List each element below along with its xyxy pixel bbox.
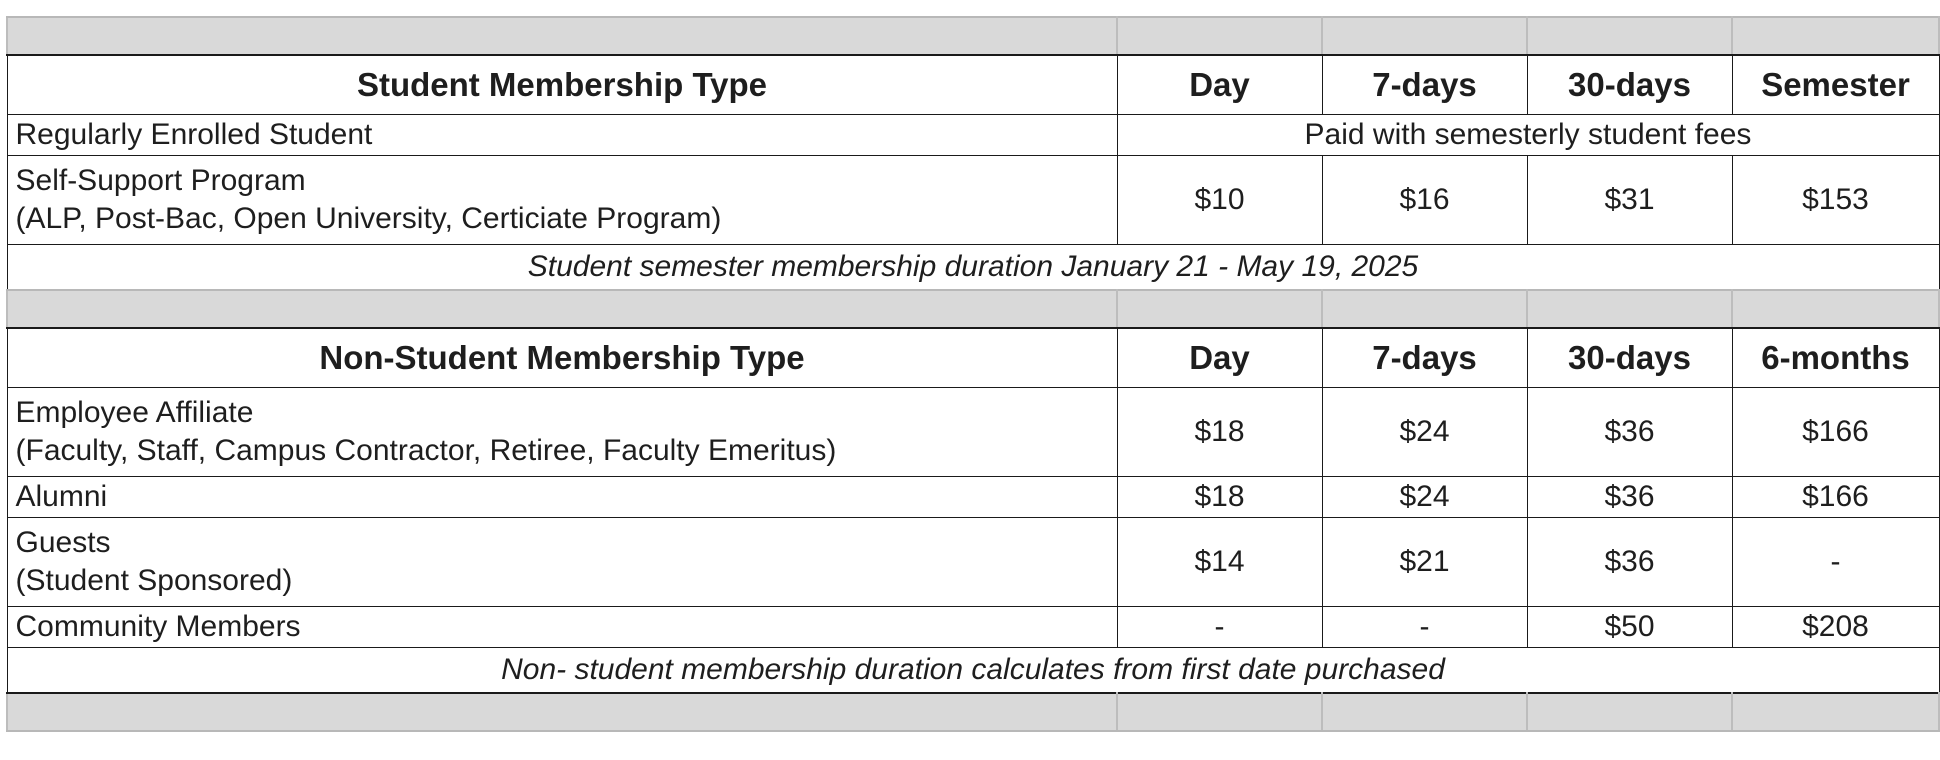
student-duration-note: Student semester membership duration January 21 - May 19, 2025	[7, 245, 1939, 291]
row-label-main: Guests	[15, 526, 111, 559]
col-header-7-days: 7-days	[1322, 55, 1527, 115]
non-student-duration-note: Non- student membership duration calculates from first date purchased	[7, 648, 1939, 694]
spacer-band	[7, 290, 1939, 328]
price-cell: $36	[1527, 388, 1732, 477]
col-header-day: Day	[1117, 55, 1322, 115]
col-header-day: Day	[1117, 328, 1322, 388]
table-row	[7, 115, 1939, 156]
price-cell: $36	[1527, 518, 1732, 607]
row-label-main: Employee Affiliate	[15, 396, 254, 429]
price-cell: -	[1732, 518, 1939, 607]
price-cell: $166	[1732, 477, 1939, 518]
price-cell: $18	[1117, 388, 1322, 477]
spacer-band	[7, 17, 1939, 55]
spacer-band	[7, 693, 1939, 731]
student-header-row	[7, 55, 1939, 115]
table-row	[7, 156, 1939, 245]
non-student-type-header: Non-Student Membership Type	[7, 328, 1117, 388]
row-label	[7, 388, 1117, 477]
col-header-semester: Semester	[1732, 55, 1939, 115]
price-cell: $24	[1322, 477, 1527, 518]
row-label: Regularly Enrolled Student	[7, 115, 1117, 156]
col-header-30-days: 30-days	[1527, 328, 1732, 388]
row-label-sub: (ALP, Post-Bac, Open University, Certiciate Program)	[15, 202, 722, 235]
table-row	[7, 477, 1939, 518]
price-cell: $153	[1732, 156, 1939, 245]
price-cell: $50	[1527, 607, 1732, 648]
price-cell: -	[1117, 607, 1322, 648]
price-cell: $14	[1117, 518, 1322, 607]
col-header-30-days: 30-days	[1527, 55, 1732, 115]
price-cell: $18	[1117, 477, 1322, 518]
row-label	[7, 156, 1117, 245]
price-cell: $31	[1527, 156, 1732, 245]
price-cell: $208	[1732, 607, 1939, 648]
price-cell: $21	[1322, 518, 1527, 607]
table-row	[7, 388, 1939, 477]
merged-fee-note: Paid with semesterly student fees	[1117, 115, 1939, 156]
row-label-sub: (Faculty, Staff, Campus Contractor, Retiree, Faculty Emeritus)	[15, 434, 837, 467]
table-row	[7, 607, 1939, 648]
note-row	[7, 648, 1939, 694]
price-cell: $16	[1322, 156, 1527, 245]
price-cell: $24	[1322, 388, 1527, 477]
col-header-6-months: 6-months	[1732, 328, 1939, 388]
student-type-header: Student Membership Type	[7, 55, 1117, 115]
membership-pricing-table	[6, 16, 1940, 732]
non-student-header-row	[7, 328, 1939, 388]
table-row	[7, 518, 1939, 607]
row-label: Alumni	[7, 477, 1117, 518]
row-label-sub: (Student Sponsored)	[15, 564, 293, 597]
price-cell: $166	[1732, 388, 1939, 477]
note-row	[7, 245, 1939, 291]
price-cell: $36	[1527, 477, 1732, 518]
row-label-main: Self-Support Program	[15, 164, 306, 197]
row-label	[7, 518, 1117, 607]
row-label: Community Members	[7, 607, 1117, 648]
col-header-7-days: 7-days	[1322, 328, 1527, 388]
price-cell: $10	[1117, 156, 1322, 245]
price-cell: -	[1322, 607, 1527, 648]
